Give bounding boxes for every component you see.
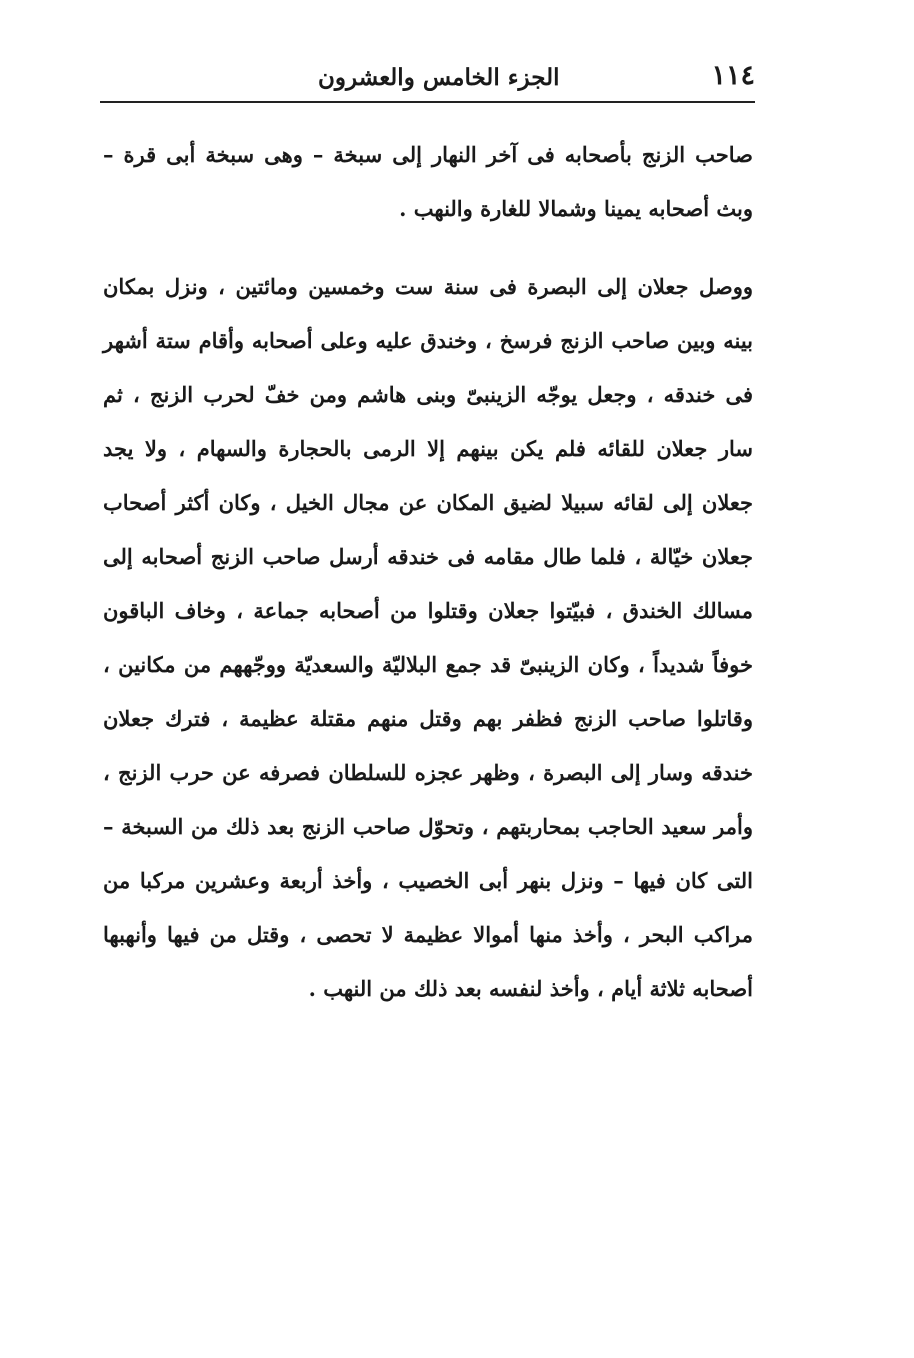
body-text xyxy=(103,128,753,1016)
page-header xyxy=(100,52,755,102)
header-rule xyxy=(100,101,755,103)
running-head: الجزء الخامس والعشرون xyxy=(318,64,560,91)
paragraph: صاحب الزنج بأصحابه فى آخر النهار إلى سبخة – وهى سبخة أبى قرة – وبث أصحابه يمينا وشمالا للغارة والنهب . xyxy=(103,142,753,221)
page-number: ١١٤ xyxy=(711,60,755,91)
paragraph: ووصل جعلان إلى البصرة فى سنة ست وخمسين ومائتين ، ونزل بمكان بينه وبين صاحب الزنج فرسخ ، وخندق عليه وعلى أصحابه وأقام ستة أشهر فى خندقه ، وجعل يوجّه الزينبىّ وبنى هاشم ومن خفّ لحرب الزنج ، ثم سار جعلان للقائه فلم يكن بينهم إلا الرمى بالحجارة والسهام ، ولا يجد جعلان إلى لقائه سبيلا لضيق المكان عن مجال الخيل ، وكان أكثر أصحاب جعلان خيّالة ، فلما طال مقامه فى خندقه أرسل صاحب الزنج أصحابه إلى مسالك الخندق ، فبيّتوا جعلان وقتلوا من أصحابه جماعة ، وخاف الباقون خوفاً شديداً ، وكان الزينبىّ قد جمع البلاليّة والسعديّة ووجّههم من مكانين ، وقاتلوا صاحب الزنج فظفر بهم وقتل منهم مقتلة عظيمة ، فترك جعلان خندقه وسار إلى البصرة ، وظهر عجزه للسلطان فصرفه عن حرب الزنج ، وأمر سعيد الحاجب بمحاربتهم ، وتحوّل صاحب الزنج بعد ذلك من السبخة – التى كان فيها – ونزل بنهر أبى الخصيب ، وأخذ أربعة وعشرين مركبا من مراكب البحر ، وأخذ منها أموالا عظيمة لا تحصى ، وقتل من فيها وأنهبها أصحابه ثلاثة أيام ، وأخذ لنفسه بعد ذلك من النهب . xyxy=(103,274,753,1001)
